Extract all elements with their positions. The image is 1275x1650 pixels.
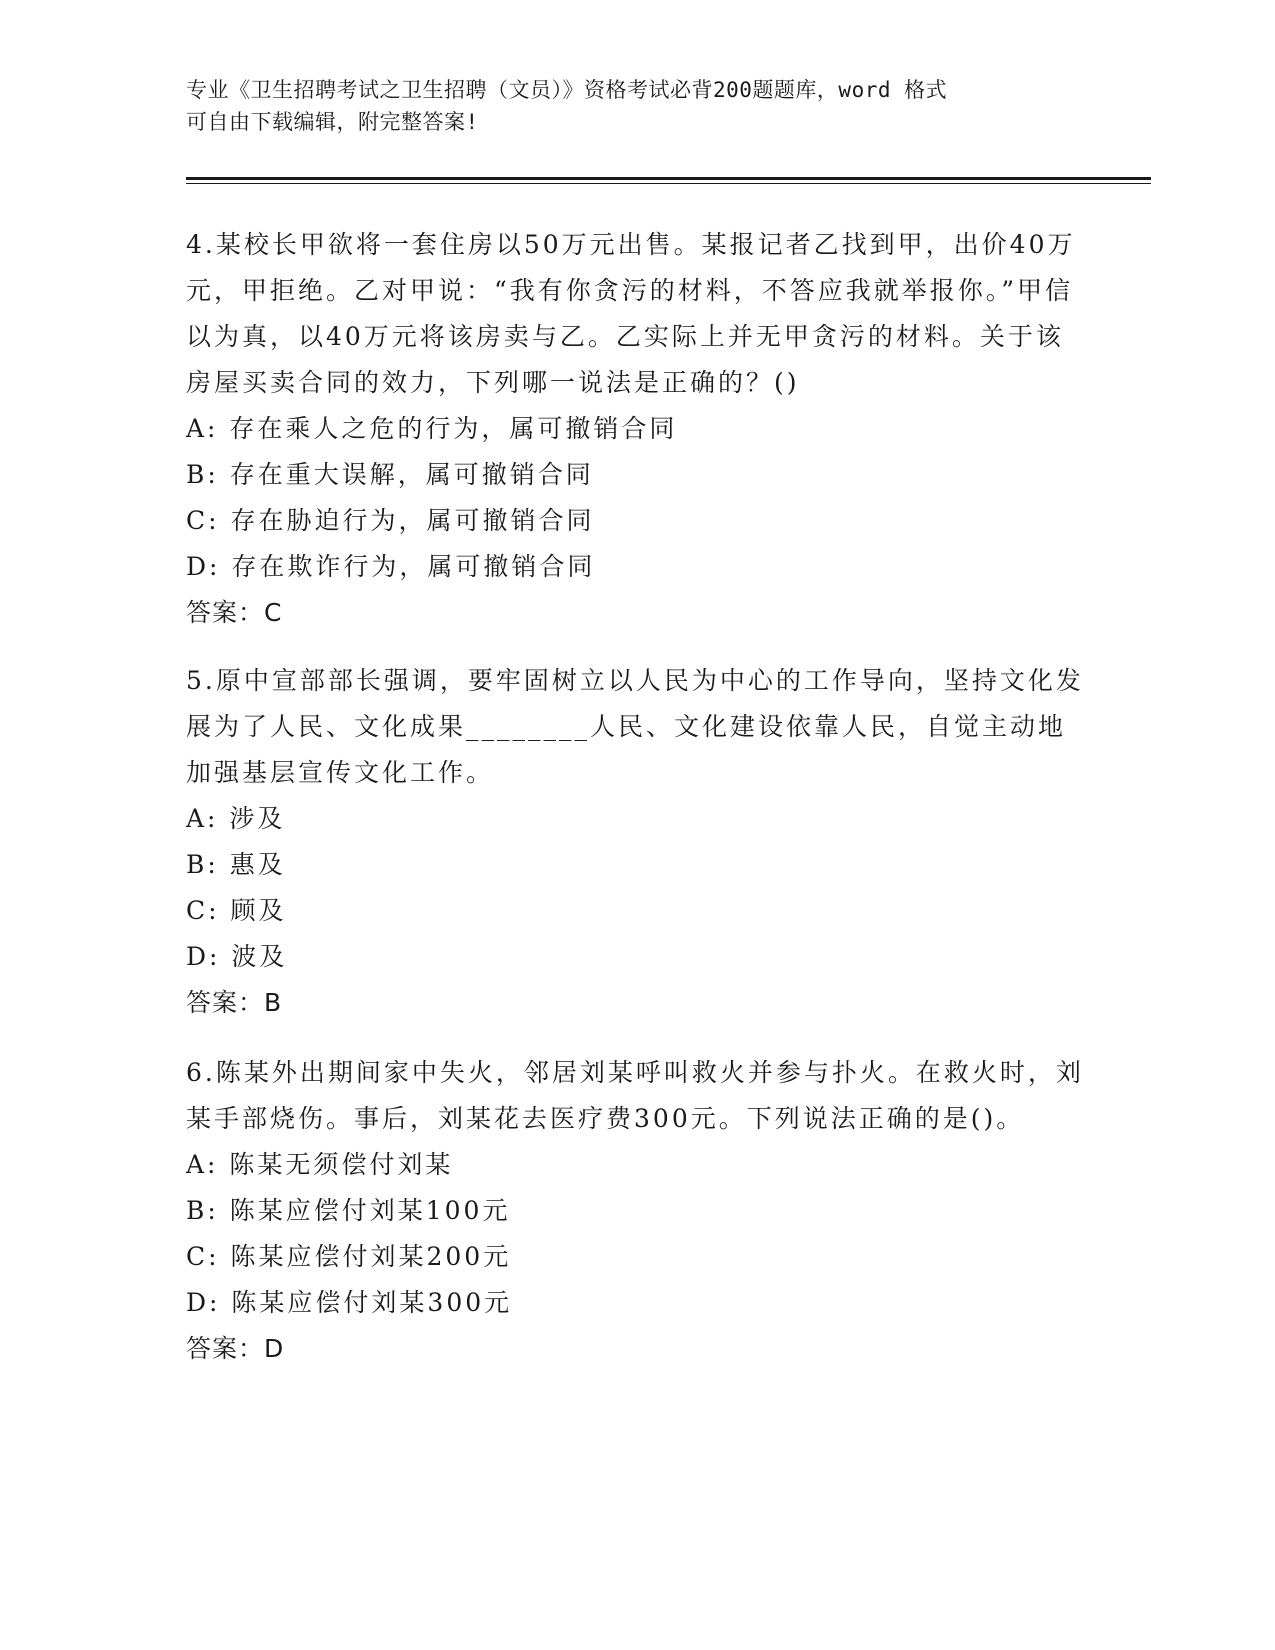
answer-line: 答案：C (186, 598, 283, 627)
question-stem: 6.陈某外出期间家中失火，邻居刘某呼叫救火并参与扑火。在救火时，刘某手部烧伤。事后，刘某花去医疗费300元。下列说法正确的是()。 (186, 1058, 1084, 1133)
question-6 (186, 1050, 1086, 1372)
question-4 (186, 222, 1086, 636)
option-d: D: 陈某应偿付刘某300元 (186, 1288, 513, 1317)
header-divider-thick (186, 177, 1151, 180)
option-c: C: 陈某应偿付刘某200元 (186, 1242, 512, 1271)
option-c: C: 顾及 (186, 896, 287, 925)
option-a: A: 存在乘人之危的行为，属可撤销合同 (186, 414, 678, 443)
option-b: B: 陈某应偿付刘某100元 (186, 1196, 511, 1225)
question-stem: 4.某校长甲欲将一套住房以50万元出售。某报记者乙找到甲，出价40万元，甲拒绝。乙对甲说：“我有你贪污的材料，不答应我就举报你。”甲信以为真，以40万元将该房卖与乙。乙实际上并无甲贪污的材料。关于该房屋买卖合同的效力，下列哪一说法是正确的？() (186, 230, 1076, 397)
option-a: A: 涉及 (186, 804, 286, 833)
option-b: B: 存在重大误解，属可撤销合同 (186, 460, 594, 489)
answer-line: 答案：B (186, 988, 283, 1017)
question-stem: 5.原中宣部部长强调，要牢固树立以人民为中心的工作导向，坚持文化发展为了人民、文化成果________人民、文化建设依靠人民，自觉主动地加强基层宣传文化工作。 (186, 666, 1084, 787)
header-title-line-2: 可自由下载编辑，附完整答案! (186, 110, 479, 134)
header-divider-thin (186, 183, 1151, 184)
document-header (186, 74, 1086, 138)
option-c: C: 存在胁迫行为，属可撤销合同 (186, 506, 595, 535)
option-d: D: 波及 (186, 942, 288, 971)
question-5 (186, 658, 1086, 1026)
option-a: A: 陈某无须偿付刘某 (186, 1150, 454, 1179)
option-b: B: 惠及 (186, 850, 286, 879)
answer-line: 答案：D (186, 1334, 285, 1363)
header-title-line-1: 专业《卫生招聘考试之卫生招聘（文员）》资格考试必背200题题库，word 格式 (186, 78, 948, 102)
option-d: D: 存在欺诈行为，属可撤销合同 (186, 552, 596, 581)
